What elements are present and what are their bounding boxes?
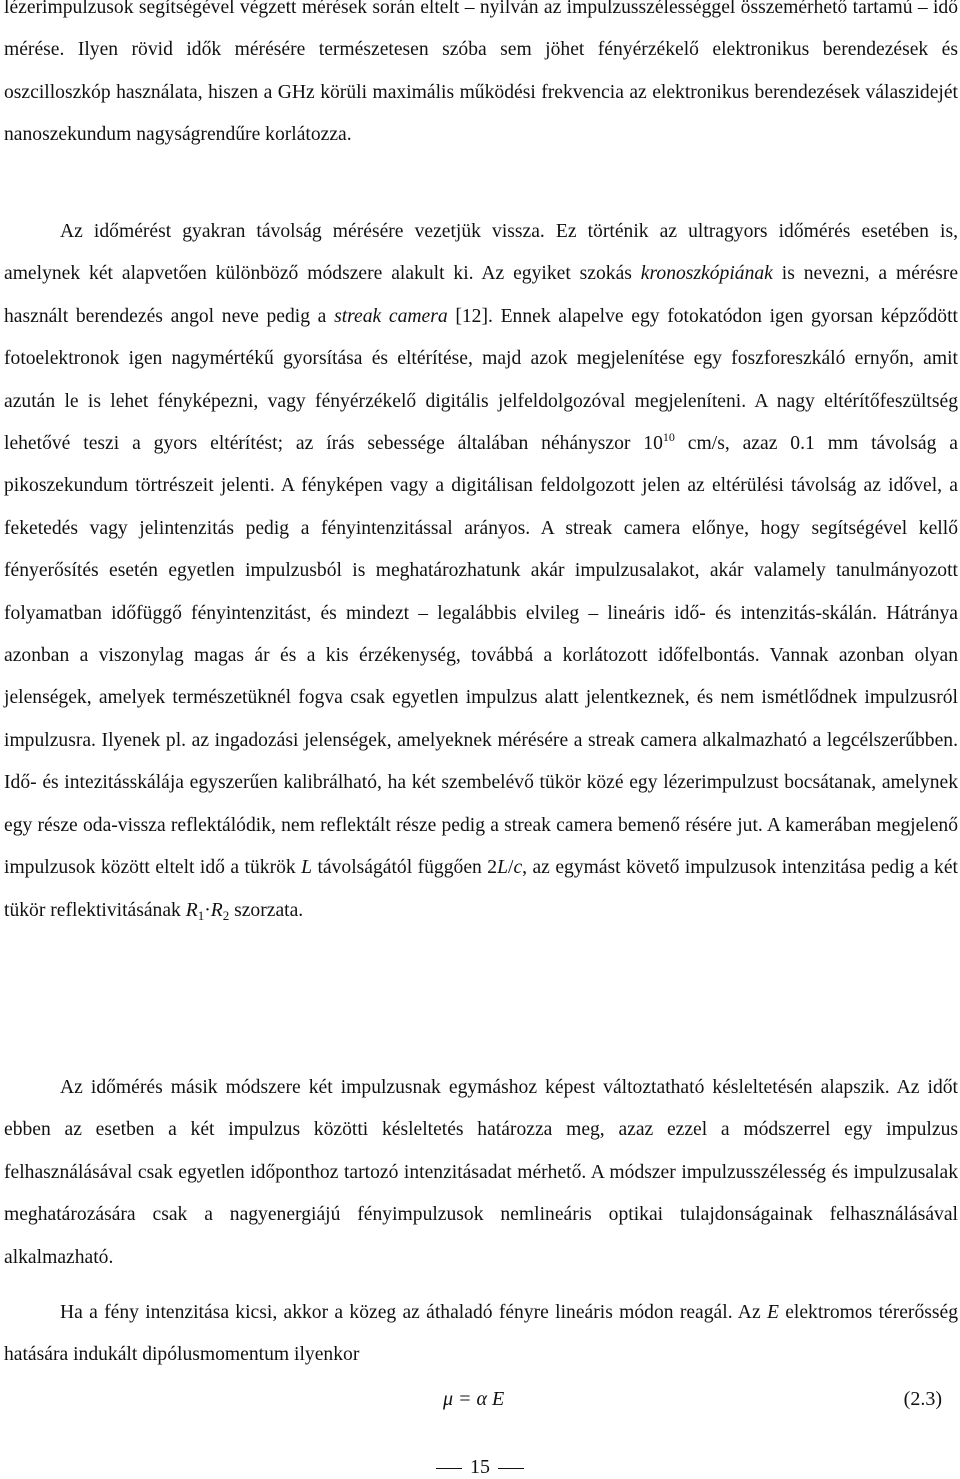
paragraph-4 <box>4 1292 958 1377</box>
paragraph-3-text: Az időmérés másik módszere két impulzusnak egymáshoz képest változtatható késleltetésén alapszik. Az időt ebben az esetben a két impulzus közötti késleltetés határozza meg, azaz ezzel a módszerrel egy impulzus felhasználásával csak egyetlen időponthoz tartozó intenzitásadat mérhető. A módszer impulzusszélesség és impulzusalak meghatározására csak a nagyenergiájú fényimpulzusok nemlineáris optikai tulajdonságainak felhasználásával alkalmazható. <box>4 1077 958 1268</box>
paragraph-2-text-g: szorzata. <box>229 899 304 921</box>
paragraph-2 <box>4 211 958 932</box>
term-kronoszkopia: kronoszkópiának <box>640 263 773 285</box>
variable-R: R <box>185 899 198 921</box>
variable-E: E <box>766 1302 779 1323</box>
equation-2-3 <box>0 1378 960 1422</box>
variable-R: R <box>210 899 223 921</box>
slash: / <box>507 857 514 879</box>
equation-number: (2.3) <box>903 1388 942 1410</box>
exponent: 10 <box>662 430 675 445</box>
paragraph-1-text: lézerimpulzusok segítségével végzett mérések során eltelt – nyilván az impulzusszélességgel összemérhető tartamú – idő mérése. Ilyen rövid idők mérésére természetesen szóba sem jöhet fényérzékelő elektronikus berendezések és oszcilloszkóp használata, hiszen a GHz körüli maximális működési frekvencia az elektronikus berendezések válaszidejét nanoszekundum nagyságrendűre korlátozza. <box>4 0 958 146</box>
paragraph-3 <box>4 1067 958 1279</box>
dot-operator: · <box>204 899 211 921</box>
reflectivity-product <box>186 900 229 921</box>
footer-dash-right <box>498 1468 524 1469</box>
subscript: 1 <box>197 907 205 923</box>
paragraph-2-text-f: , az egymást követő impulzusok intenzitása pedig a két tükör reflektivitásának <box>4 857 958 921</box>
paragraph-2-text-d: cm/s, azaz 0.1 mm távolság a pikoszekundum törtrészeit jelenti. A fényképen vagy a digitálisan feldolgozott jelen az eltérülési távolság az idővel, a feketedés vagy jelintenzitás pedig a fényintenzitással arányos. A streak camera előnye, hogy segítségével kellő fényerősítés esetén egyetlen impulzusból is meghatározhatunk akár impulzusalakot, akár valamely tanulmányozott folyamatban időfüggő fényintenzitást, és mindezt – legalábbis elvileg – lineáris idő- és intenzitás-skálán. Hátránya azonban a viszonylag magas ár és a kis érzékenység, továbbá a korlátozott időfelbontás. Vannak azonban olyan jelenségek, amelyek természetüknél fogva csak egyetlen impulzus alatt jelentkeznek, és nem ismétlődnek impulzusról impulzusra. Ilyenek pl. az ingadozási jelenségek, amelyeknek mérésére a streak camera alkalmazható a legcélszerűbben. Idő- és intezitásskálája egyszerűen kalibrálható, ha két szembelévő tükör közé egy lézerimpulzust bocsátanak, amelynek egy része oda-vissza reflektálódik, nem reflektált része pedig a streak camera bemenő résére jut. A kamerában megjelenő impulzusok között eltelt idő a tükrök <box>4 433 958 879</box>
paragraph-1 <box>4 0 958 157</box>
paragraph-2-text-b: is nevezni, a mérésre használt berendezés angol neve pedig a <box>4 263 959 327</box>
paragraph-2-text-e: távolságától függően 2 <box>312 857 498 879</box>
variable-L: L <box>301 857 313 879</box>
paragraph-4-text-b: elektromos térerősség hatására indukált dipólusmomentum ilyenkor <box>4 1302 958 1366</box>
page-footer <box>0 1456 960 1479</box>
equation-expression: μ = α E <box>443 1388 505 1410</box>
variable-L: L <box>497 857 508 879</box>
page-number: 15 <box>470 1456 490 1478</box>
footer-dash-left <box>436 1468 462 1469</box>
term-streak-camera: streak camera <box>334 305 448 327</box>
paragraph-2-text-a: Az időmérést gyakran távolság mérésére vezetjük vissza. Ez történik az ultragyors időmérés esetében is, amelynek két alapvetően különböző módszere alakult ki. Az egyiket szokás <box>4 221 958 285</box>
subscript: 2 <box>222 907 230 923</box>
paragraph-4-text-a: Ha a fény intenzitása kicsi, akkor a közeg az áthaladó fényre lineáris módon reagál. Az <box>60 1302 767 1323</box>
variable-c: c <box>513 857 523 879</box>
paragraph-2-text-c: [12]. Ennek alapelve egy fotokatódon igen gyorsan képződött fotoelektronok igen nagymértékű gyorsítása és eltérítése, majd azok megjelenítése egy foszforeszkáló ernyőn, amit azután le is lehet fényképezni, vagy fényérzékelő digitális jelfeldolgozóval megjeleníteni. A nagy eltérítőfeszültség lehetővé teszi a gyors eltérítést; az írás sebessége általában néhányszor 10 <box>4 305 958 455</box>
